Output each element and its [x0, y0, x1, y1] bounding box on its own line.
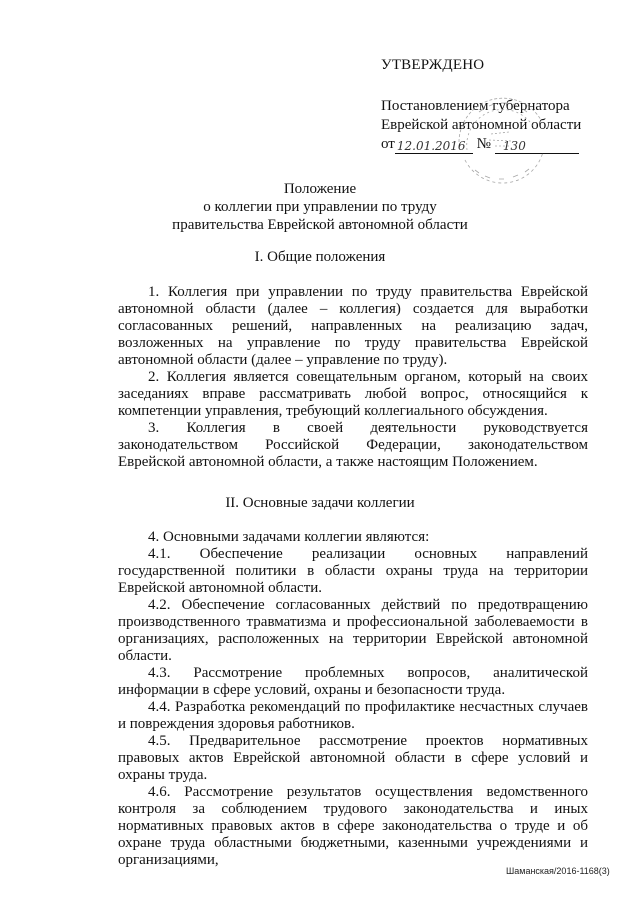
handwritten-date: 12.01.2016 [396, 139, 466, 153]
handwritten-number: 130 [502, 139, 526, 153]
item-4-5: 4.5. Предварительное рассмотрение проектов нормативных правовых актов Еврейской автономной области в сфере условий и охраны труда. [118, 733, 588, 783]
date-prefix: от [381, 136, 395, 152]
approval-line-2: Еврейской автономной области [381, 117, 582, 133]
item-4-3: 4.3. Рассмотрение проблемных вопросов, аналитической информации в сфере условий, охраны и безопасности труда. [118, 665, 588, 698]
section-2-heading: II. Основные задачи коллегии [225, 495, 415, 511]
title-line-1: Положение [283, 181, 357, 197]
paragraph-3: 3. Коллегия в своей деятельности руководствуется законодательством Российской Федерации, законодательством Еврейской автономной области, а также настоящим Положением. [118, 420, 588, 470]
approval-heading: УТВЕРЖДЕНО [381, 57, 485, 73]
title-line-3: правительства Еврейской автономной области [172, 217, 468, 233]
document-title [0, 180, 640, 234]
item-4-6: 4.6. Рассмотрение результатов осуществления ведомственного контроля за соблюдением трудового законодательства и иных нормативных правовых актов в сфере законодательства о труде и об охране труда областными бюджетными, казенными учреждениями и организациями, [118, 784, 588, 868]
approval-line-1: Постановлением губернатора [381, 98, 570, 114]
item-4-4: 4.4. Разработка рекомендаций по профилактике несчастных случаев и повреждения здоровья работников. [118, 699, 588, 732]
section-1-heading: I. Общие положения [254, 249, 386, 265]
item-4-1: 4.1. Обеспечение реализации основных направлений государственной политики в области охраны труда на территории Еврейской автономной области. [118, 546, 588, 596]
title-line-2: о коллегии при управлении по труду [203, 199, 437, 215]
paragraph-1: 1. Коллегия при управлении по труду правительства Еврейской автономной области (далее – коллегия) создается для выработки согласованных решений, направленных на реализацию задач, возложенных на управление по труду правительства Еврейской автономной области (далее – управление по труду). [118, 284, 588, 368]
number-sign: № [476, 136, 491, 152]
official-seal-stamp [445, 82, 557, 194]
section-2-body [118, 529, 588, 869]
document-footer-code: Шаманская/2016-1168(3) [506, 866, 610, 876]
section-1-body [118, 284, 588, 471]
section-2-intro: 4. Основными задачами коллегии являются: [148, 529, 430, 545]
item-4-2: 4.2. Обеспечение согласованных действий по предотвращению производственного травматизма и профессиональной заболеваемости в организациях, расположенных на территории Еврейской автономной области. [118, 597, 588, 664]
paragraph-2: 2. Коллегия является совещательным органом, который на своих заседаниях вправе рассматривать любой вопрос, относящийся к компетенции управления, требующий коллегиального обсуждения. [118, 369, 588, 419]
